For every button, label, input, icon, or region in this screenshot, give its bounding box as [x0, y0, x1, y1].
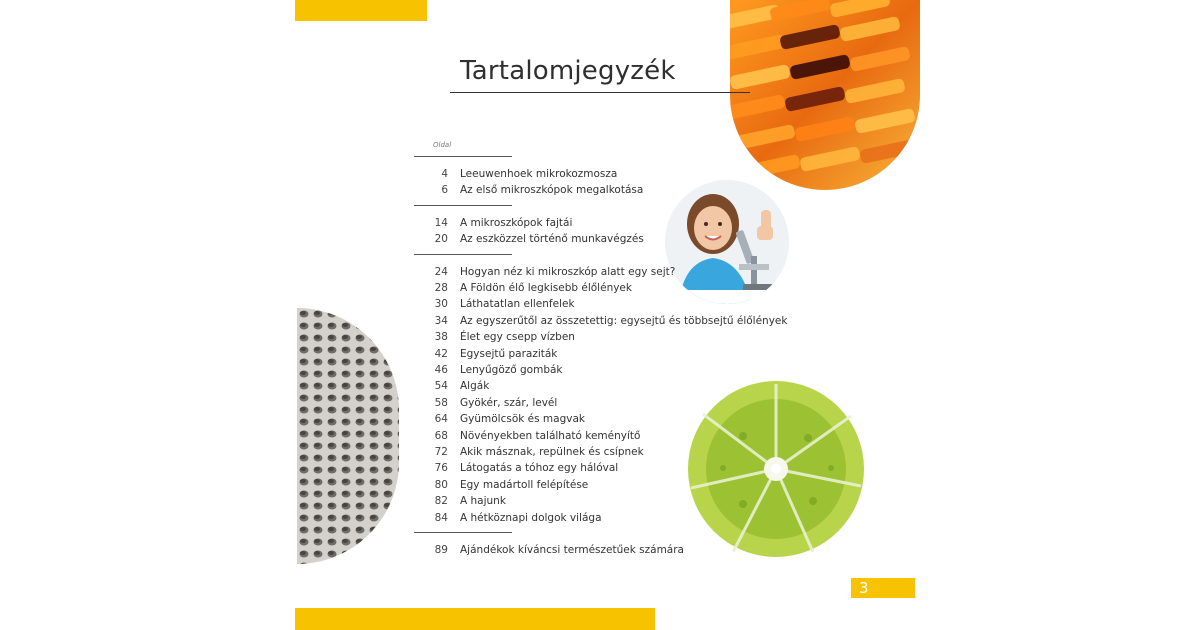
toc-entry-title: A Földön élő legkisebb élőlények [460, 282, 632, 294]
toc-entry-title: Az első mikroszkópok megalkotása [460, 184, 644, 197]
toc-page-number: 54 [434, 380, 448, 393]
toc-entry[interactable] [414, 510, 794, 526]
toc-entry[interactable] [414, 428, 794, 444]
section-divider [414, 532, 512, 533]
toc-page-number: 58 [434, 396, 448, 409]
butterfly-scales-photo [730, 0, 920, 190]
toc-entry[interactable] [414, 395, 794, 411]
toc-page-number: 4 [441, 168, 448, 180]
toc-entry[interactable] [414, 493, 794, 509]
toc-entry-title: Akik másznak, repülnek és csípnek [460, 446, 644, 458]
toc-entry-title: Az eszközzel történő munkavégzés [460, 233, 644, 246]
toc-entry[interactable] [414, 444, 794, 460]
toc-entry[interactable] [414, 182, 794, 198]
toc-page-number: 6 [441, 184, 448, 197]
toc-page-number: 14 [434, 216, 448, 229]
toc-entry[interactable] [414, 477, 794, 493]
toc-entry-title: Látogatás a tóhoz egy hálóval [460, 462, 619, 475]
section-divider [414, 205, 512, 206]
toc-page-number: 34 [434, 314, 448, 327]
toc-entry[interactable] [414, 166, 794, 182]
section-divider [414, 156, 512, 157]
toc-entry-title: Egysejtű paraziták [460, 347, 558, 360]
toc-page-number: 24 [434, 265, 448, 278]
toc-page-number: 68 [434, 429, 448, 442]
toc-entry-title: Gyümölcsök és magvak [460, 413, 585, 426]
toc-page-number: 28 [434, 282, 448, 294]
toc-page-number: 80 [434, 478, 448, 491]
toc-entry[interactable] [414, 362, 794, 378]
toc-entry-title: A hajunk [460, 495, 506, 508]
toc-entry[interactable] [414, 296, 794, 312]
toc-entry-title: A mikroszkópok fajtái [460, 216, 573, 229]
bottom-accent-bar [295, 608, 655, 630]
toc-entry[interactable] [414, 411, 794, 427]
top-accent-bar [295, 0, 427, 21]
toc-page-number: 72 [434, 446, 448, 458]
toc-entry-title: Egy madártoll felépítése [460, 478, 589, 491]
section-divider [414, 254, 512, 255]
toc-page-number: 76 [434, 462, 448, 475]
toc-entry-title: Leeuwenhoek mikrokozmosza [460, 168, 618, 180]
page-column-label: Oldal [433, 141, 452, 149]
toc-entry-title: Élet egy csepp vízben [460, 331, 575, 344]
toc-page-number: 64 [434, 413, 448, 426]
toc-page-number: 42 [434, 347, 448, 360]
toc-entry[interactable] [414, 313, 794, 329]
toc-entry[interactable] [414, 460, 794, 476]
toc-entry-title: Lenyűgöző gombák [460, 364, 563, 376]
toc-entry[interactable] [414, 280, 794, 296]
toc-entry[interactable] [414, 346, 794, 362]
page-number: 3 [851, 578, 915, 598]
toc-entry[interactable] [414, 542, 794, 558]
toc-entry-title: Ajándékok kíváncsi természetűek számára [460, 544, 684, 556]
toc-entry[interactable] [414, 329, 794, 345]
toc-page-number: 20 [434, 233, 448, 246]
toc-entry-title: Gyökér, szár, levél [460, 396, 558, 409]
toc-entry-title: Algák [460, 380, 490, 393]
toc-entry[interactable] [414, 215, 794, 231]
toc-page-number: 84 [434, 511, 448, 524]
toc-page-number: 46 [434, 364, 448, 376]
page-title: Tartalomjegyzék [460, 56, 676, 86]
toc-page-number: 89 [434, 544, 448, 556]
toc-entry[interactable] [414, 264, 794, 280]
toc-entry[interactable] [414, 378, 794, 394]
toc-page-number: 38 [434, 331, 448, 344]
toc-page-number: 30 [434, 298, 448, 311]
toc-page-number: 82 [434, 495, 448, 508]
toc-entry-title: A hétköznapi dolgok világa [460, 511, 602, 524]
toc-entry[interactable] [414, 231, 794, 247]
toc-entry-title: Láthatatlan ellenfelek [460, 298, 575, 311]
title-underline [450, 92, 750, 93]
toc-entry-title: Növényekben található keményítő [460, 429, 641, 442]
toc-entry-title: Hogyan néz ki mikroszkóp alatt egy sejt? [460, 265, 676, 278]
toc-entry-title: Az egyszerűtől az összetettig: egysejtű és többsejtű élőlények [460, 314, 788, 327]
